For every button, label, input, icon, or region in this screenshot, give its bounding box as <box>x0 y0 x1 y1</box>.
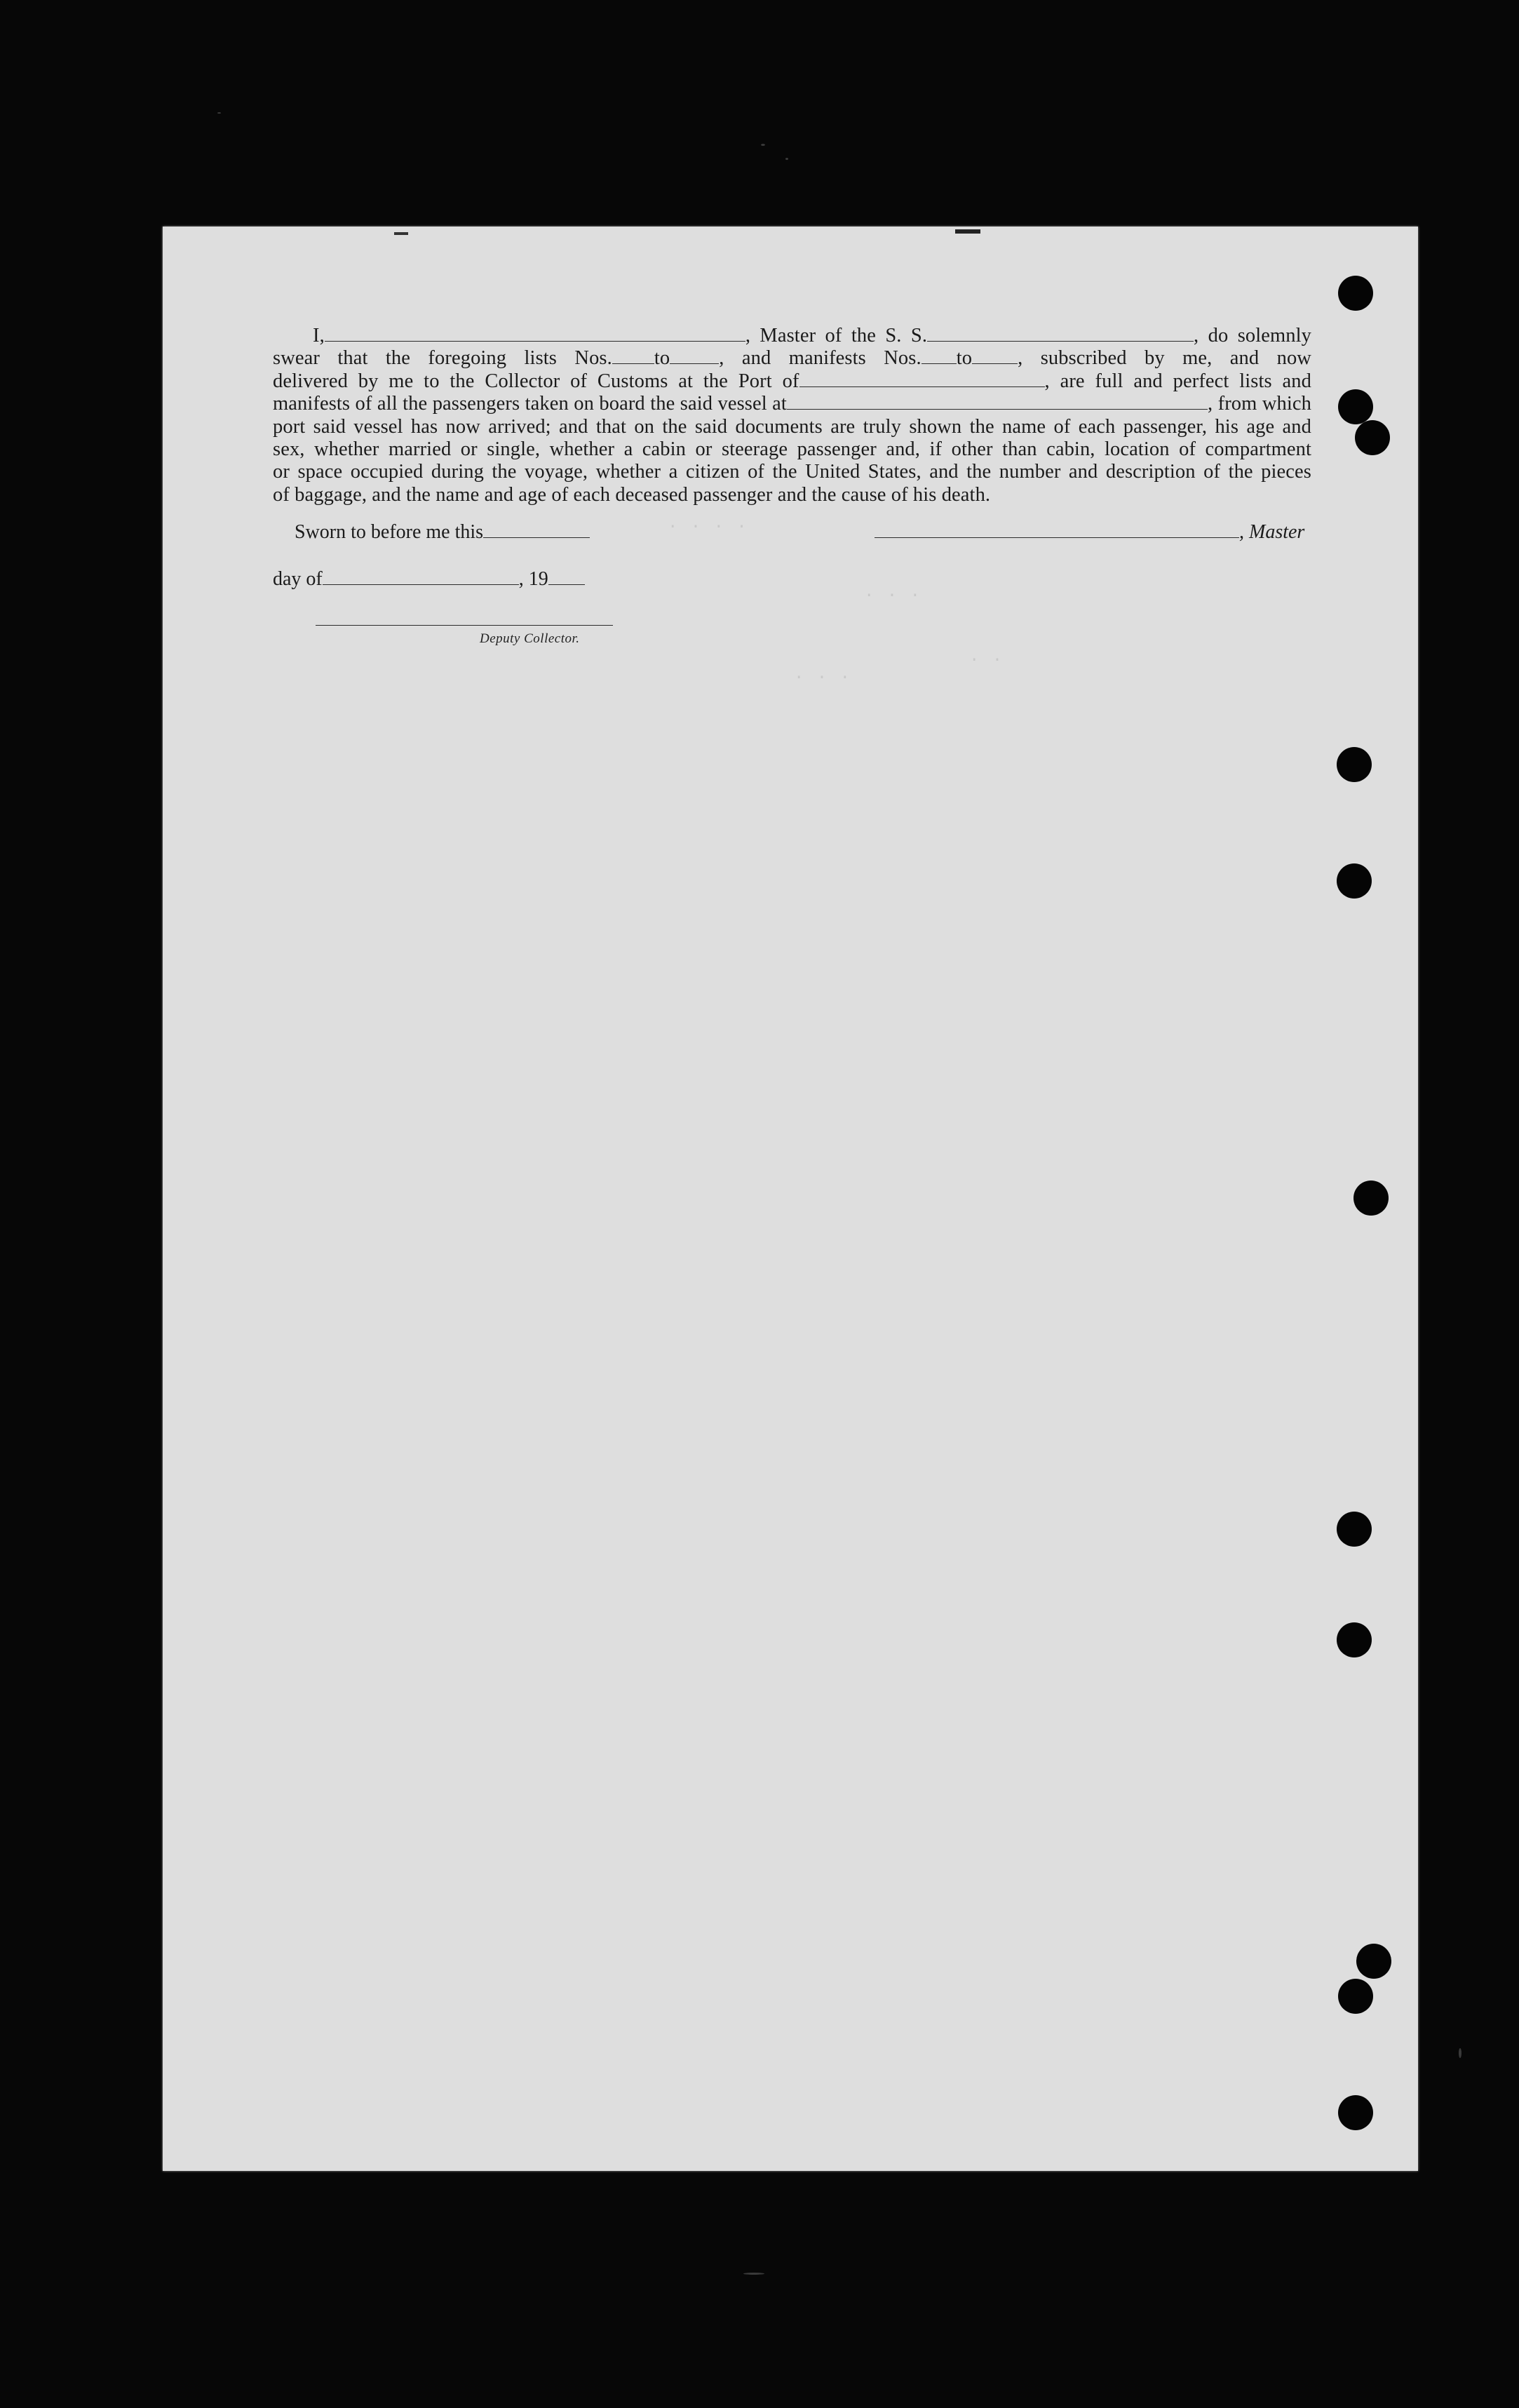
punch-hole <box>1338 276 1373 311</box>
manifest-form-page <box>163 227 1418 2171</box>
master-label: , Master <box>1239 521 1305 543</box>
master-signature-blank <box>875 522 1239 538</box>
oath-line-6: sex, whether married or single, whether a cabin or steerage passenger and, if other than cabin, location of compartment <box>273 438 1311 461</box>
punch-hole <box>1337 747 1372 782</box>
scan-speck <box>785 158 788 160</box>
punch-hole <box>1355 420 1390 455</box>
ship-name-blank <box>927 325 1194 342</box>
sworn-line <box>295 521 590 544</box>
oath-text: , from which <box>1207 393 1311 415</box>
bleed-through-text: . . . <box>864 583 922 602</box>
scan-speck <box>761 144 765 146</box>
departure-port-blank <box>787 394 1208 410</box>
oath-line-4 <box>273 393 1311 415</box>
oath-line-5: port said vessel has now arrived; and that on the said documents are truly shown the name of each passenger, his age and <box>273 415 1311 438</box>
date-line <box>273 568 585 591</box>
print-mark <box>394 232 408 235</box>
oath-text: , do solemnly <box>1194 325 1312 347</box>
scan-speck <box>217 112 221 114</box>
punch-hole <box>1356 1944 1391 1979</box>
scan-speck <box>1459 2048 1461 2058</box>
oath-text: I, <box>313 325 325 347</box>
oath-text: swear that the foregoing lists Nos. <box>273 347 612 370</box>
oath-line-8: of baggage, and the name and age of each deceased passenger and the cause of his death. <box>273 483 991 506</box>
year-label: , 19 <box>518 568 548 590</box>
manifest-to-blank <box>972 348 1018 364</box>
punch-hole <box>1338 389 1373 424</box>
punch-hole <box>1337 1512 1372 1547</box>
scan-speck <box>743 2273 764 2275</box>
oath-line-3 <box>273 370 1311 393</box>
oath-text: , are full and perfect lists and <box>1044 370 1311 392</box>
month-blank <box>323 569 519 585</box>
oath-text: , Master of the S. S. <box>745 325 928 347</box>
punch-hole <box>1337 863 1372 899</box>
oath-line-2 <box>273 347 1311 370</box>
master-name-blank <box>325 325 745 342</box>
list-to-blank <box>670 348 719 364</box>
oath-line-1 <box>273 325 1311 347</box>
sworn-day-blank <box>483 522 590 538</box>
punch-hole <box>1337 1622 1372 1657</box>
oath-text: to <box>654 347 670 370</box>
master-oath-paragraph <box>273 325 1311 506</box>
oath-text: delivered by me to the Collector of Customs at the Port of <box>273 370 799 392</box>
bleed-through-text: . . . <box>794 665 852 684</box>
deputy-collector-signature-line <box>316 625 613 626</box>
deputy-collector-label: Deputy Collector. <box>480 631 580 646</box>
manifest-from-blank <box>921 348 957 364</box>
list-from-blank <box>612 348 654 364</box>
day-of-label: day of <box>273 568 323 590</box>
bleed-through-text: . . . . <box>668 514 748 533</box>
year-blank <box>548 569 585 585</box>
punch-hole <box>1338 1979 1373 2014</box>
master-signature-line <box>875 521 1304 544</box>
oath-text: , and manifests Nos. <box>719 347 921 370</box>
punch-hole <box>1338 2095 1373 2130</box>
sworn-label: Sworn to before me this <box>295 521 484 543</box>
oath-text: to <box>956 347 973 370</box>
punch-hole <box>1353 1181 1389 1216</box>
oath-text: , subscribed by me, and now <box>1018 347 1311 370</box>
bleed-through-text: . . <box>969 647 1004 666</box>
oath-line-7: or space occupied during the voyage, whether a citizen of the United States, and the number and description of the pieces <box>273 461 1311 483</box>
oath-text: manifests of all the passengers taken on board the said vessel at <box>273 393 787 415</box>
port-name-blank <box>799 371 1045 387</box>
print-mark <box>955 229 980 234</box>
